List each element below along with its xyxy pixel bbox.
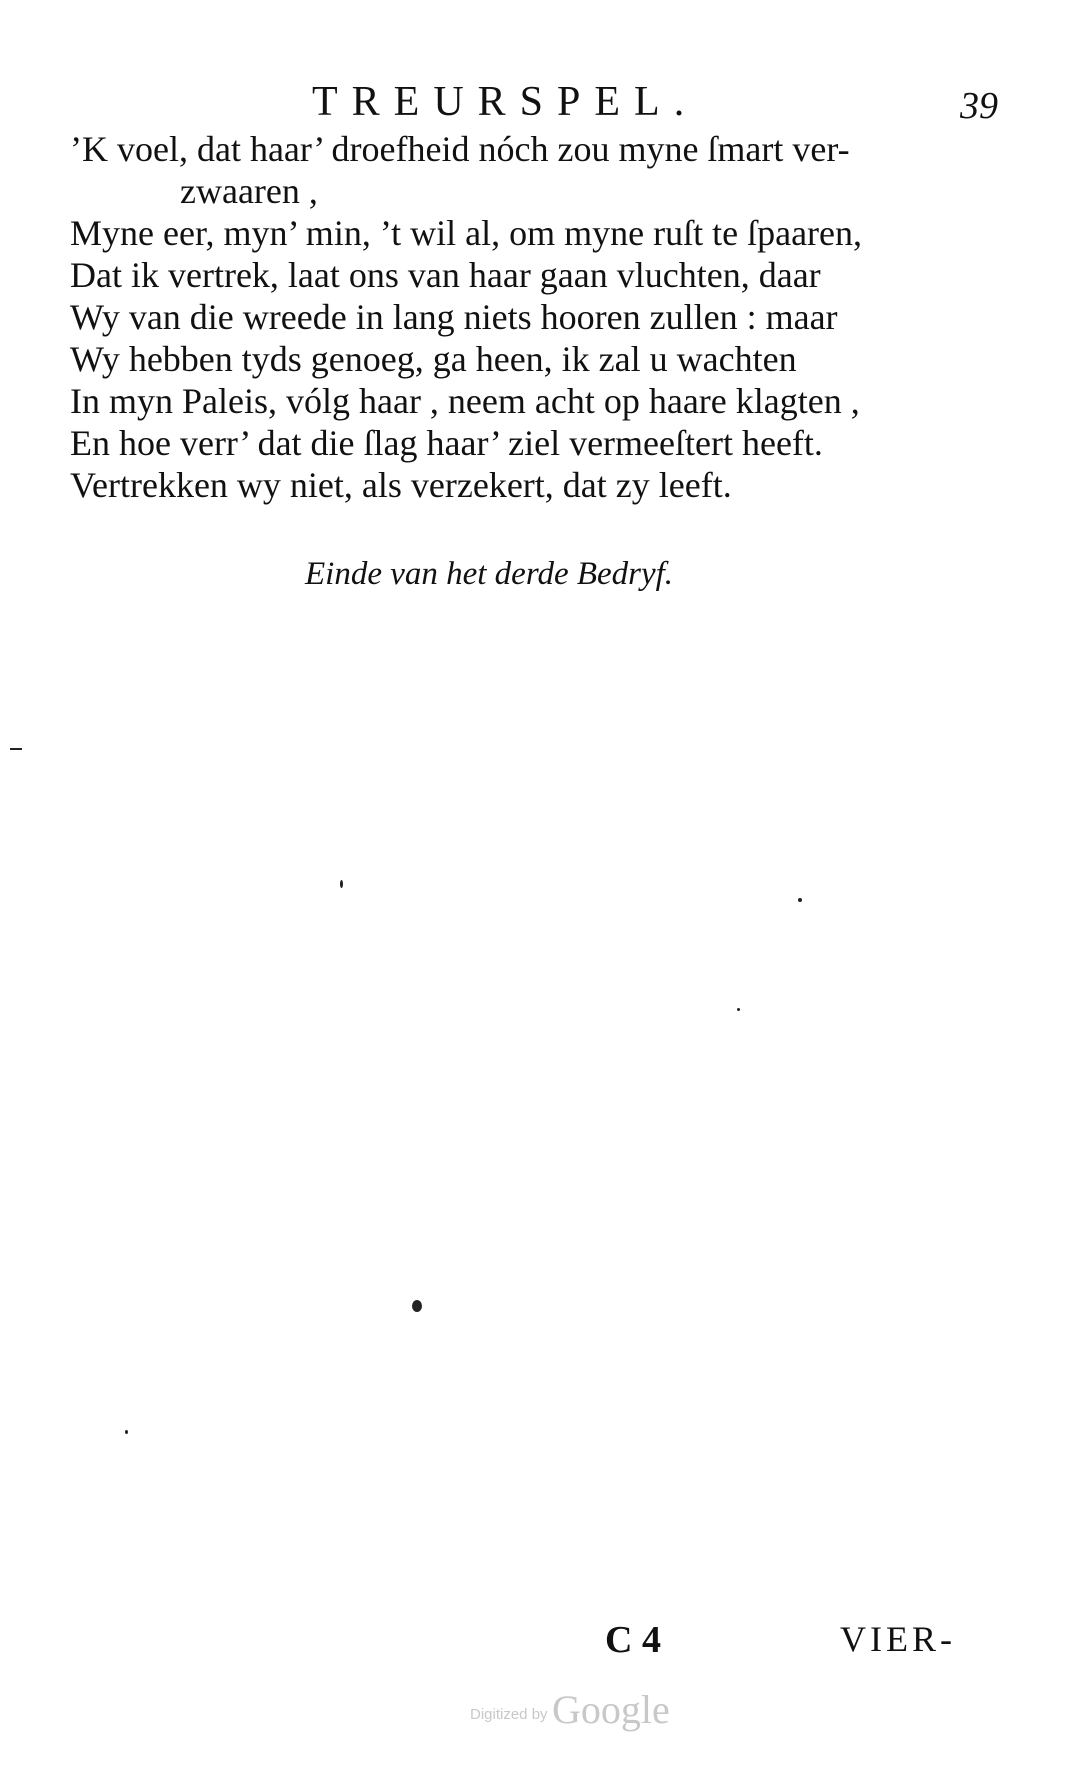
ink-speck [737,1008,740,1011]
verse-line: En hoe verr’ dat die ſlag haar’ ziel vermeeſtert heeft. [70,423,823,463]
page-number: 39 [960,85,998,127]
watermark-logo: Google [552,1687,670,1732]
ink-speck [798,898,802,902]
verse-line: ’K voel, dat haar’ droefheid nóch zou myne ſmart ver- [70,129,850,169]
ink-speck [10,748,22,750]
verse-line: Wy hebben tyds genoeg, ga heen, ik zal u wachten [70,339,797,379]
ink-speck [412,1300,422,1312]
ink-speck [340,880,343,888]
verse-line: Myne eer, myn’ min, ’t wil al, om myne ruſt te ſpaaren, [70,213,863,253]
running-head: TREURSPEL. [312,79,699,125]
verse-line: Wy van die wreede in lang niets hooren zullen : maar [70,297,838,337]
verse-line: In myn Paleis, vólg haar , neem acht op haare klagten , [70,381,860,421]
signature-mark: C 4 [605,1619,661,1661]
catchword: VIER- [840,1619,956,1659]
verse-line: Dat ik vertrek, laat ons van haar gaan vluchten, daar [70,255,821,295]
verse-block [70,128,1030,506]
digitized-watermark [470,1686,670,1733]
verse-line: zwaaren , [180,171,318,211]
watermark-prefix: Digitized by [470,1706,548,1723]
verse-line: Vertrekken wy niet, als verzekert, dat zy leeft. [70,465,732,505]
ink-speck [125,1430,128,1434]
act-end-caption: Einde van het derde Bedryf. [305,556,674,592]
